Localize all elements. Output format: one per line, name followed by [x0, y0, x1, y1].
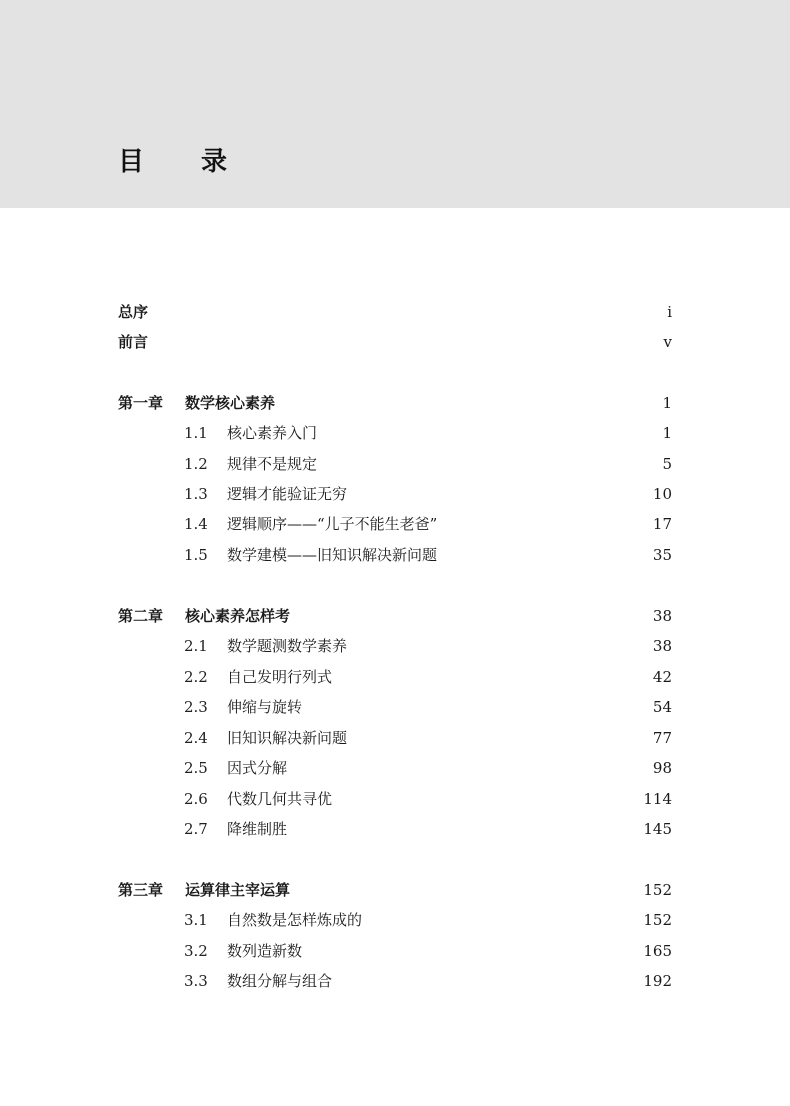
entry-page-number: 10: [652, 485, 672, 503]
entry-page-number: 38: [652, 607, 672, 625]
section-number: 3.1: [184, 911, 208, 929]
section-title: 逻辑顺序——“儿子不能生老爸”: [227, 515, 438, 533]
section-number: 3.2: [184, 942, 208, 960]
section-title: 旧知识解决新问题: [227, 729, 348, 747]
section-number: 1.5: [184, 546, 208, 564]
chapter-number: 第三章: [118, 881, 164, 899]
entry-page-number: 152: [643, 881, 672, 899]
toc-section-1-1[interactable]: [118, 421, 672, 445]
section-title: 降维制胜: [227, 820, 288, 838]
toc-section-1-2[interactable]: [118, 452, 672, 476]
toc-entry-foreword[interactable]: [118, 330, 672, 354]
toc-chapter-2[interactable]: [118, 604, 672, 628]
entry-page-number: 192: [643, 972, 672, 990]
section-title: 数组分解与组合: [227, 972, 333, 990]
toc-chapter-3[interactable]: [118, 878, 672, 902]
chapter-title: 数学核心素养: [185, 394, 276, 412]
entry-page-number: 98: [652, 759, 672, 777]
section-number: 2.2: [184, 668, 208, 686]
section-title: 逻辑才能验证无穷: [227, 485, 348, 503]
section-title: 自然数是怎样炼成的: [227, 911, 363, 929]
toc-chapter-1[interactable]: [118, 391, 672, 415]
section-title: 自己发明行列式: [227, 668, 333, 686]
toc-section-2-7[interactable]: [118, 817, 672, 841]
toc-entry-preface-series[interactable]: [118, 300, 672, 324]
entry-page-number: v: [663, 333, 672, 351]
toc-section-1-3[interactable]: [118, 482, 672, 506]
entry-page-number: 77: [652, 729, 672, 747]
chapter-title: 核心素养怎样考: [185, 607, 291, 625]
entry-page-number: 114: [643, 790, 672, 808]
section-number: 2.6: [184, 790, 208, 808]
chapter-number: 第二章: [118, 607, 164, 625]
toc-section-2-4[interactable]: [118, 726, 672, 750]
entry-label: 总序: [118, 303, 149, 321]
toc-section-3-3[interactable]: [118, 969, 672, 993]
section-number: 1.4: [184, 515, 208, 533]
section-number: 2.3: [184, 698, 208, 716]
chapter-title: 运算律主宰运算: [185, 881, 291, 899]
section-title: 规律不是规定: [227, 455, 318, 473]
entry-label: 前言: [118, 333, 149, 351]
section-title: 核心素养入门: [227, 424, 318, 442]
section-number: 2.7: [184, 820, 208, 838]
section-number: 2.4: [184, 729, 208, 747]
section-number: 1.2: [184, 455, 208, 473]
section-title: 伸缩与旋转: [227, 698, 303, 716]
entry-page-number: 165: [643, 942, 672, 960]
entry-page-number: i: [667, 303, 672, 321]
toc-section-2-2[interactable]: [118, 665, 672, 689]
section-title: 代数几何共寻优: [227, 790, 333, 808]
chapter-number: 第一章: [118, 394, 164, 412]
section-number: 1.1: [184, 424, 208, 442]
section-title: 因式分解: [227, 759, 288, 777]
entry-page-number: 145: [643, 820, 672, 838]
section-title: 数学题测数学素养: [227, 637, 348, 655]
entry-page-number: 17: [652, 515, 672, 533]
entry-page-number: 152: [643, 911, 672, 929]
section-number: 1.3: [184, 485, 208, 503]
toc-section-1-5[interactable]: [118, 543, 672, 567]
section-number: 2.5: [184, 759, 208, 777]
entry-page-number: 42: [652, 668, 672, 686]
toc-section-2-1[interactable]: [118, 634, 672, 658]
entry-page-number: 35: [652, 546, 672, 564]
section-number: 2.1: [184, 637, 208, 655]
toc-section-3-2[interactable]: [118, 939, 672, 963]
entry-page-number: 1: [662, 394, 672, 412]
section-title: 数学建模——旧知识解决新问题: [227, 546, 438, 564]
toc-section-2-6[interactable]: [118, 787, 672, 811]
entry-page-number: 1: [662, 424, 672, 442]
toc-section-2-5[interactable]: [118, 756, 672, 780]
toc-section-3-1[interactable]: [118, 908, 672, 932]
section-number: 3.3: [184, 972, 208, 990]
toc-section-1-4[interactable]: [118, 512, 672, 536]
entry-page-number: 38: [652, 637, 672, 655]
entry-page-number: 5: [662, 455, 672, 473]
entry-page-number: 54: [652, 698, 672, 716]
section-title: 数列造新数: [227, 942, 303, 960]
toc-section-2-3[interactable]: [118, 695, 672, 719]
page-title: 目 录: [118, 147, 252, 177]
